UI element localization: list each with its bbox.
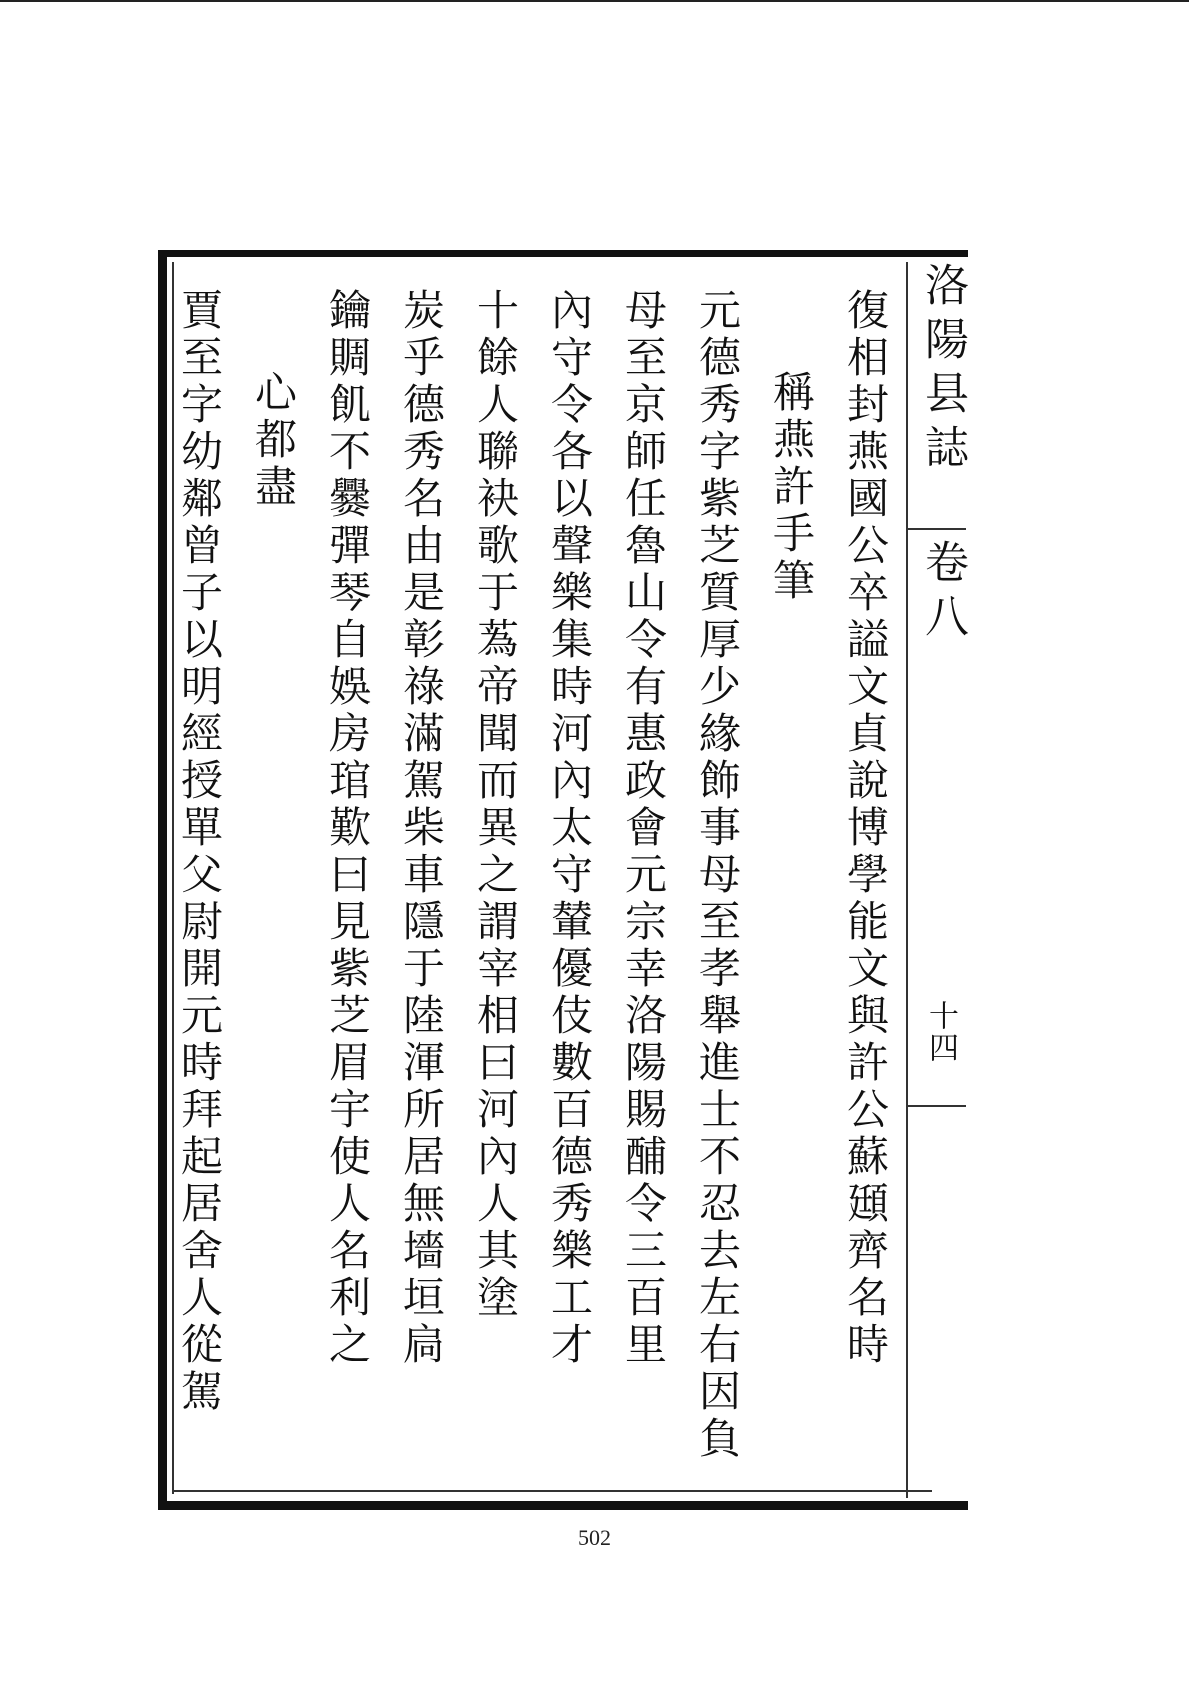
text-column-5: 內守令各以聲樂集時河內太守輦優伎數百德秀樂工才 xyxy=(545,288,594,1369)
page-number: 502 xyxy=(578,1525,611,1550)
fold-page-label: 十四 xyxy=(923,1000,958,1064)
fold-book-title xyxy=(912,262,972,647)
text-column-9: 心都盡 xyxy=(249,370,298,511)
text-column-7: 炭乎德秀名由是彰祿滿駕柴車隱于陸渾所居無墻垣扃 xyxy=(397,288,446,1369)
book-title: 洛陽县誌 xyxy=(917,262,968,478)
text-column-8: 鑰賙飢不爨彈琴自娛房琯歎曰見紫芝眉宇使人名利之 xyxy=(323,288,372,1369)
text-column-6: 十餘人聯袂歌于蒍帝聞而異之謂宰相曰河內人其塗 xyxy=(471,288,520,1322)
text-column-1: 復相封燕國公卒謚文貞說博學能文與許公蘇頲齊名時 xyxy=(841,288,890,1369)
text-column-2: 稱燕許手筆 xyxy=(767,370,816,605)
center-fold-line xyxy=(906,262,908,1498)
volume-label: 卷八 xyxy=(917,539,968,647)
vertical-text-body xyxy=(160,262,904,1492)
text-column-10: 賈至字幼鄰曾子以明經授單父尉開元時拜起居舍人從駕 xyxy=(175,288,224,1416)
top-edge-rule xyxy=(0,0,1189,2)
text-column-3: 元德秀字紫芝質厚少緣飾事母至孝舉進士不忍去左右因負 xyxy=(693,288,742,1463)
text-column-4: 母至京師任魯山令有惠政會元宗幸洛陽賜酺令三百里 xyxy=(619,288,668,1369)
fold-tick-lower xyxy=(906,1105,966,1107)
